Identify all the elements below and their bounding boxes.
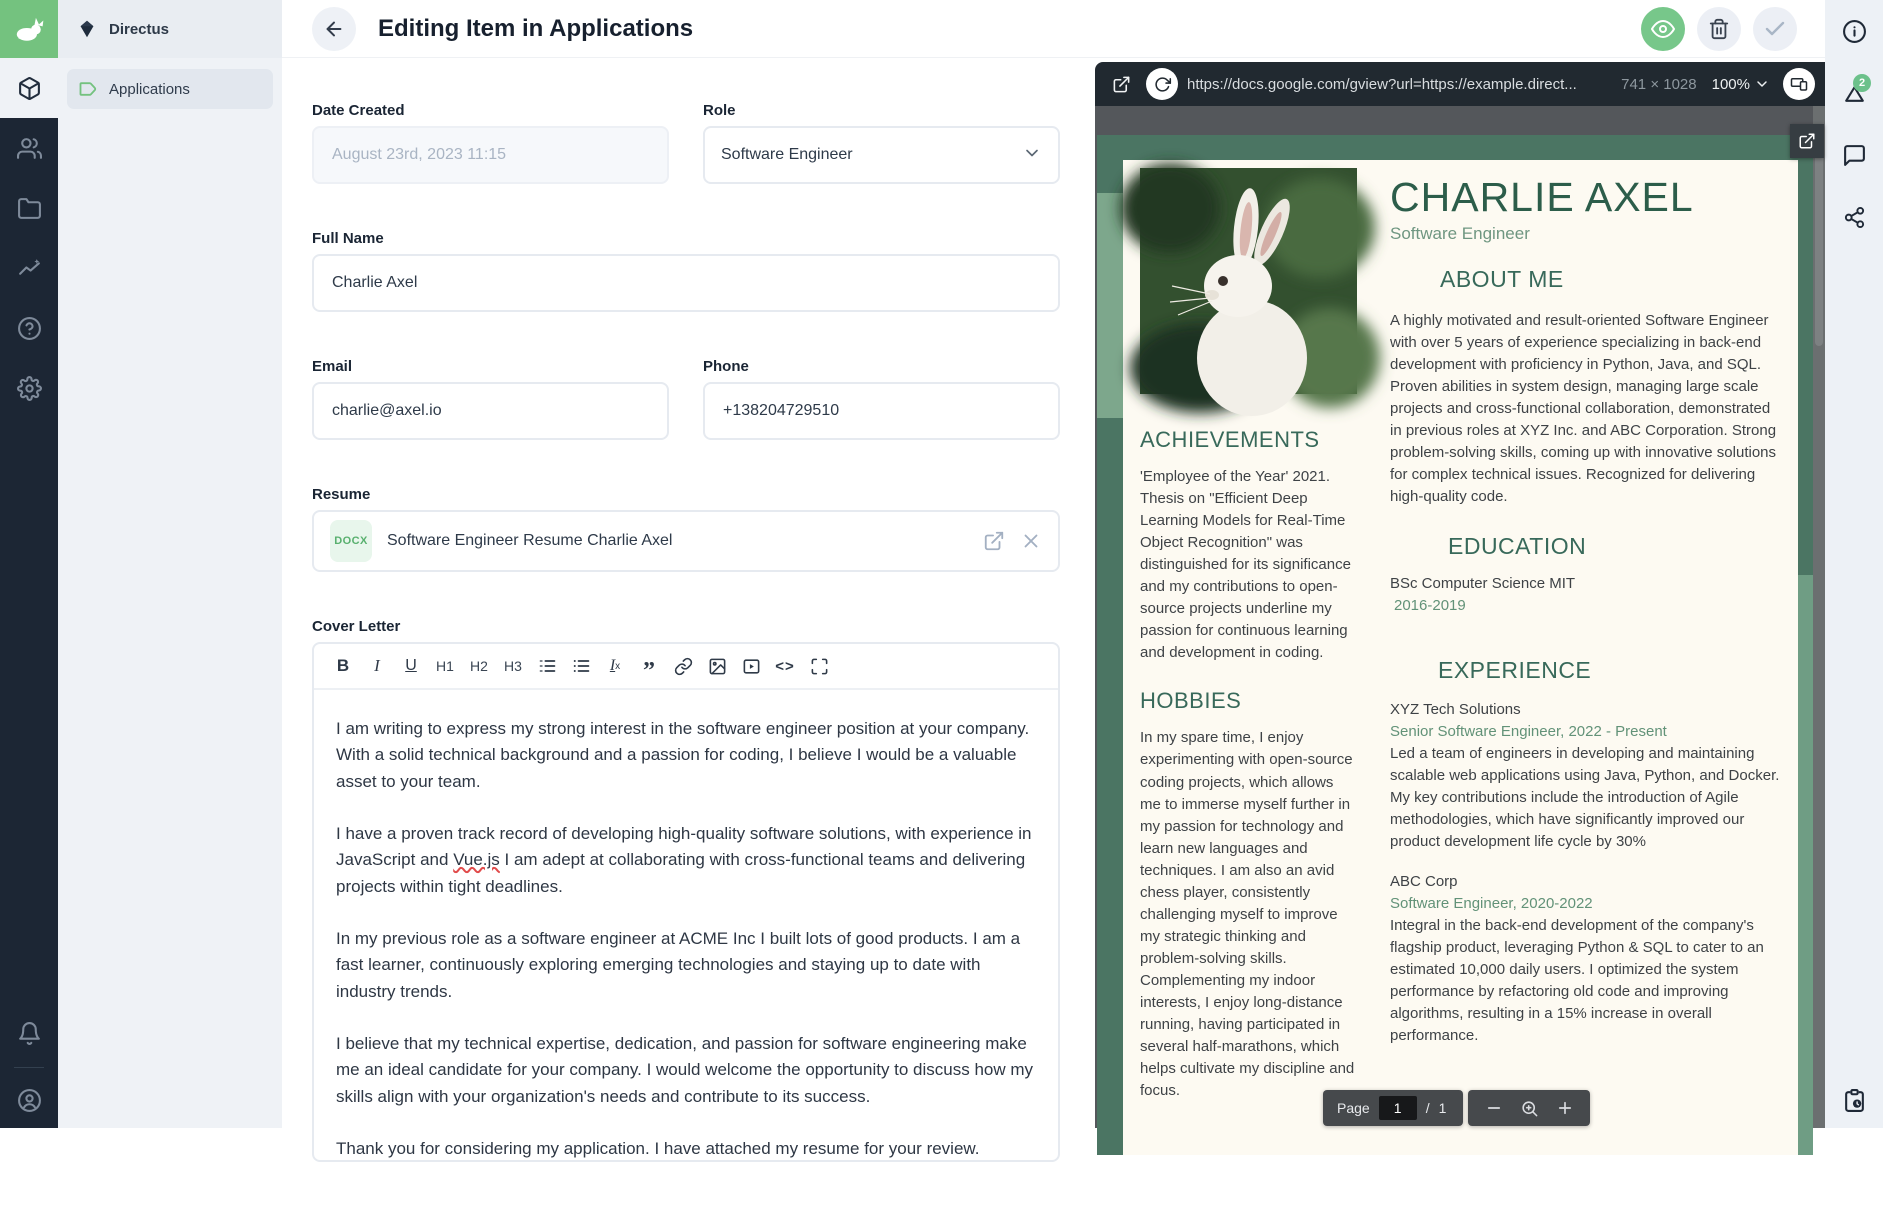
sidebar-item-applications[interactable]: [67, 69, 273, 109]
external-link-icon: [1798, 132, 1816, 150]
preview-scrollbar-thumb[interactable]: [1815, 136, 1823, 346]
live-preview-panel: [1095, 58, 1825, 1128]
preview-dimensions: 741 × 1028: [1621, 75, 1697, 93]
resume-title: Software Engineer: [1390, 224, 1530, 243]
date-created-label: Date Created: [312, 102, 405, 119]
info-icon: [1842, 19, 1867, 44]
gear-icon: [17, 376, 42, 401]
email-input[interactable]: [312, 382, 669, 440]
bullet-list-button[interactable]: [564, 649, 598, 683]
directus-logo[interactable]: [0, 0, 58, 58]
role-label: Role: [703, 102, 736, 119]
job-role: Senior Software Engineer, 2022 - Present: [1390, 722, 1667, 740]
module-files[interactable]: [0, 178, 58, 238]
date-created-input[interactable]: [312, 126, 669, 184]
module-content[interactable]: [0, 58, 58, 118]
preview-zoom-control[interactable]: [1712, 76, 1770, 93]
module-settings[interactable]: [0, 358, 58, 418]
resume-file-actions: [983, 530, 1042, 552]
resume-label: Resume: [312, 486, 371, 503]
phone-label: Phone: [703, 358, 749, 375]
collection-tag-icon: [78, 79, 98, 99]
zoom-in-button[interactable]: [1556, 1099, 1574, 1117]
profile-photo: [1140, 168, 1357, 394]
job-company: XYZ Tech Solutions: [1390, 700, 1521, 718]
chevron-down-icon: [1022, 143, 1042, 168]
zoom-controls: [1468, 1090, 1590, 1126]
image-button[interactable]: [700, 649, 734, 683]
notifications-button[interactable]: [0, 1003, 58, 1063]
phone-input[interactable]: [703, 382, 1060, 440]
folder-icon: [17, 196, 42, 221]
italic-button[interactable]: I: [374, 656, 380, 675]
module-bar-divider: [14, 1067, 44, 1068]
cover-letter-paragraph: Thank you for considering my application. I have attached my resume for your review.: [336, 1139, 980, 1159]
job-company: ABC Corp: [1390, 872, 1458, 890]
check-icon: [1763, 17, 1787, 41]
hobbies-text: In my spare time, I enjoy experimenting with open-source coding projects, which allows me to immerse myself further in my passion for technology and learn new languages and techniques. I am also an avid chess player, consistently challenging myself to improve my strategic thinking and problem-solving skills. Complementing my indoor interests, I enjoy long-distance running, having participated in several half-marathons, which helps cultivate my discipline and focus.: [1140, 729, 1355, 1100]
project-gem-icon: [76, 18, 98, 40]
bell-icon: [17, 1021, 42, 1046]
project-name: Directus: [109, 20, 170, 38]
achievements-heading: ACHIEVEMENTS: [1140, 427, 1320, 452]
right-rail: [1825, 0, 1883, 1128]
project-switcher[interactable]: [58, 0, 282, 58]
refresh-preview-button[interactable]: [1146, 68, 1178, 100]
preview-zoom-value: 100%: [1711, 75, 1750, 93]
role-value: Software Engineer: [721, 146, 853, 163]
underline-button[interactable]: U: [405, 657, 417, 674]
zoom-fit-button[interactable]: [1520, 1099, 1539, 1118]
field-role: [703, 102, 1060, 184]
share-icon: [1843, 206, 1866, 229]
about-text: A highly motivated and result-oriented Software Engineer with over 5 years of experience specializing in back-end development with proficiency in Python, Java, and SQL. Proven abilities in system design, managing large scale projects and cross-functional collaboration, demonstrated in previous roles at XYZ Inc. and ABC Corporation. Strong problem-solving skills, coming up with innovative solutions for complex technical issues. Recognized for delivering high-quality code.: [1390, 312, 1777, 506]
module-bar-spacer: [0, 418, 58, 1003]
blockquote-button[interactable]: ”: [643, 657, 655, 684]
achievements-text: 'Employee of the Year' 2021. Thesis on "Efficient Deep Learning Models for Real-Time Object Recognition" was distinguished for its significance and my contributions to open-source projects underline my passion for continuous learning and development in coding.: [1140, 468, 1351, 662]
header-actions: [1641, 7, 1797, 51]
devices-icon: [1790, 75, 1808, 93]
comments-button[interactable]: [1825, 124, 1883, 186]
misspelled-word: Vue.js: [453, 850, 500, 870]
field-resume: [312, 486, 1060, 572]
arrow-left-icon: [323, 18, 345, 40]
page-header: [282, 0, 1825, 58]
editor-toolbar: [314, 644, 1058, 690]
cover-letter-paragraph: I believe that my technical expertise, dedication, and passion for software engineering make me an ideal candidate for your company. I would welcome the opportunity to discuss how my skills align with your organization's needs and contribute to its success.: [336, 1034, 1034, 1106]
module-insights[interactable]: [0, 238, 58, 298]
cover-letter-paragraph: I am writing to express my strong interest in the software engineer position at your company. With a solid technical background and a passion for coding, I believe I would be a valuable asset to your team.: [336, 719, 1030, 791]
cover-letter-label: Cover Letter: [312, 618, 401, 635]
chevron-down-icon: [1754, 76, 1770, 92]
page-frame-band: [1798, 575, 1813, 1155]
ordered-list-button[interactable]: [530, 649, 564, 683]
revision-count-badge: 2: [1853, 74, 1871, 92]
full-name-input[interactable]: [312, 254, 1060, 312]
back-button[interactable]: [312, 7, 356, 51]
field-date-created: [312, 102, 669, 184]
preview-scrollbar[interactable]: [1813, 106, 1825, 1128]
content-row: [282, 58, 1825, 1159]
users-icon: [17, 136, 42, 161]
resume-document-page: [1097, 135, 1813, 1155]
resume-file-card[interactable]: [312, 510, 1060, 572]
bold-button[interactable]: B: [336, 656, 350, 675]
field-cover-letter: [312, 618, 1060, 1162]
share-button[interactable]: [1825, 186, 1883, 248]
user-avatar-button[interactable]: [0, 1072, 58, 1128]
info-button[interactable]: [1825, 0, 1883, 62]
rabbit-logo-icon: [12, 12, 46, 46]
rich-text-editor: [312, 642, 1060, 1162]
module-users[interactable]: [0, 118, 58, 178]
code-button[interactable]: <>: [775, 657, 795, 675]
page-total: 1: [1438, 1100, 1447, 1116]
flows-button[interactable]: [1825, 1072, 1883, 1128]
save-button[interactable]: [1753, 7, 1797, 51]
h1-button[interactable]: H1: [436, 658, 454, 674]
preview-toolbar: [1095, 62, 1825, 106]
external-link-icon: [1112, 75, 1131, 94]
h2-button[interactable]: H2: [470, 658, 488, 674]
resume-file-name: Software Engineer Resume Charlie Axel: [387, 532, 673, 549]
link-button[interactable]: [666, 649, 700, 683]
eye-icon: [1651, 17, 1675, 41]
cube-icon: [17, 76, 42, 101]
job-description: Led a team of engineers in developing and maintaining scalable web applications using Java, Python, and Docker. My key contributions include the introduction of Agile methodologies, which have significantly improved our product development life cycle by 30%: [1390, 744, 1780, 850]
main-area: [282, 0, 1825, 1159]
clear-format-glyph: I: [609, 657, 616, 674]
module-bar: [0, 0, 58, 1128]
resume-name: CHARLIE AXEL: [1390, 174, 1694, 220]
full-name-label: Full Name: [312, 230, 384, 247]
module-docs[interactable]: [0, 298, 58, 358]
cover-letter-paragraph: In my previous role as a software engineer at ACME Inc I built lots of good products. I am a fast learner, continuously exploring emerging technologies and staying up to date with industry trends.: [336, 929, 1021, 1001]
education-heading: EDUCATION: [1448, 533, 1587, 560]
about-heading: ABOUT ME: [1440, 266, 1564, 292]
resume-document: [1123, 160, 1798, 1155]
education-degree: BSc Computer Science MIT: [1390, 575, 1576, 593]
field-phone: [703, 358, 1060, 440]
experience-heading: EXPERIENCE: [1438, 656, 1592, 683]
preview-frame: [1095, 106, 1825, 1128]
page-title: Editing Item in Applications: [378, 14, 694, 42]
revisions-button[interactable]: [1825, 62, 1883, 124]
field-email: [312, 358, 669, 440]
comment-icon: [1842, 143, 1867, 168]
email-label: Email: [312, 358, 353, 375]
zoom-out-button[interactable]: [1485, 1099, 1503, 1117]
video-button[interactable]: [734, 649, 768, 683]
education-years: 2016-2019: [1394, 597, 1466, 615]
insights-icon: [17, 256, 42, 281]
page-navigator: [1323, 1090, 1463, 1126]
resume-left-column: [1140, 168, 1358, 1102]
open-document-button[interactable]: [1790, 124, 1824, 158]
resume-right-column: [1390, 174, 1786, 1047]
refresh-icon: [1154, 76, 1171, 93]
remove-file-icon[interactable]: [1020, 530, 1042, 552]
hobbies-heading: HOBBIES: [1140, 688, 1242, 714]
avatar-icon: [17, 1088, 42, 1113]
page-number-input[interactable]: [1379, 1096, 1417, 1120]
trash-icon: [1708, 18, 1730, 40]
item-form: [282, 58, 1095, 1159]
clear-format-button[interactable]: [598, 649, 632, 683]
device-toggle-button[interactable]: [1783, 68, 1815, 100]
page-frame-band: [1097, 193, 1123, 418]
field-full-name: [312, 230, 1060, 312]
role-select[interactable]: [703, 126, 1060, 184]
open-file-icon[interactable]: [983, 530, 1005, 552]
preview-url: https://docs.google.com/gview?url=https://example.direct...: [1187, 75, 1577, 93]
cover-letter-body[interactable]: [314, 690, 1058, 1214]
job-role: Software Engineer, 2020-2022: [1390, 894, 1593, 912]
delete-button[interactable]: [1697, 7, 1741, 51]
h3-button[interactable]: H3: [504, 658, 522, 674]
open-preview-new-window-button[interactable]: [1105, 68, 1137, 100]
sidebar: [58, 0, 282, 1128]
sidebar-item-label: Applications: [109, 80, 190, 98]
clear-format-sub: x: [615, 660, 621, 672]
docx-badge: DOCX: [330, 520, 372, 562]
job-description: Integral in the back-end development of the company's flagship product, leveraging Python & SQL to cater to an estimated 10,000 daily users. I optimized the system performance by refactoring old code and improving algorithms, resulting in a 15% increase in overall performance.: [1390, 916, 1764, 1045]
help-icon: [17, 316, 42, 341]
page-separator: /: [1425, 1100, 1430, 1116]
live-preview-button[interactable]: [1641, 7, 1685, 51]
fullscreen-button[interactable]: [802, 649, 836, 683]
page-label: Page: [1337, 1100, 1370, 1116]
cover-letter-paragraph: I have a proven track record of developing high-quality software solutions, with experience in JavaScript and Vue.js I am adept at collaborating with cross-functional teams and delivering projects within tight deadlines.: [336, 824, 1032, 896]
clipboard-clock-icon: [1842, 1088, 1867, 1113]
